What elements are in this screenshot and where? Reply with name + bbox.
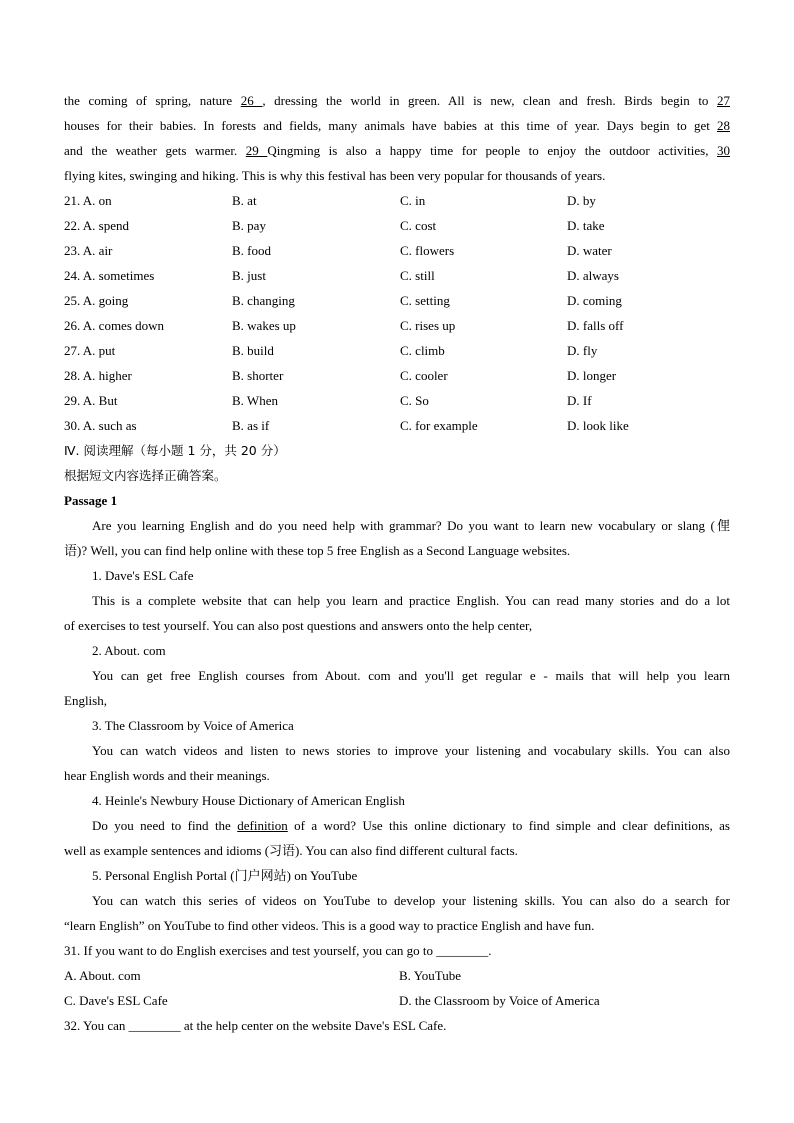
site-3-desc: You can watch videos and listen to news stories to improve your listening and vocabulary skills. You can also — [92, 743, 730, 758]
option-a: 25. A. going — [64, 293, 129, 308]
option-row — [64, 263, 730, 288]
site-4-desc-cont: well as example sentences and idioms (习语). You can also find different cultural facts. — [64, 843, 518, 858]
option-c: C. rises up — [400, 318, 456, 333]
option-row — [64, 288, 730, 313]
option-c: C. for example — [400, 418, 478, 433]
option-a: 22. A. spend — [64, 218, 129, 233]
blank-30: 30 — [717, 143, 731, 158]
cloze-line-3 — [64, 138, 730, 163]
site-1-title: 1. Dave's ESL Cafe — [92, 568, 194, 583]
option-b: B. as if — [232, 418, 270, 433]
question-32: 32. You can ________ at the help center on the website Dave's ESL Cafe. — [64, 1018, 447, 1033]
underlined-word-definition: definition — [237, 818, 288, 833]
option-a: 21. A. on — [64, 193, 112, 208]
passage-intro: Are you learning English and do you need help with grammar? Do you want to learn new vocabulary or slang (俚 — [92, 518, 730, 533]
site-5-desc-cont: “learn English” on YouTube to find other videos. This is a good way to practice English and have fun. — [64, 918, 595, 933]
section-heading: Ⅳ. 阅读理解（每小题 1 分，共 20 分） — [64, 443, 286, 458]
option-a: 27. A. put — [64, 343, 116, 358]
option-c: C. flowers — [400, 243, 455, 258]
option-a: A. About. com — [64, 968, 141, 983]
option-a: 28. A. higher — [64, 368, 132, 383]
option-d: D. If — [567, 393, 592, 408]
site-3-desc-cont: hear English words and their meanings. — [64, 768, 270, 783]
option-c: C. Dave's ESL Cafe — [64, 993, 168, 1008]
option-row — [64, 213, 730, 238]
option-row — [64, 338, 730, 363]
blank-28: 28 — [717, 118, 730, 133]
option-c: C. in — [400, 193, 426, 208]
site-4-desc — [64, 813, 730, 838]
cloze-text: the coming of spring, nature — [64, 93, 241, 108]
option-row — [64, 188, 730, 213]
option-b: B. YouTube — [399, 968, 462, 983]
passage-title: Passage 1 — [64, 493, 118, 508]
option-b: B. just — [232, 268, 266, 283]
document-page — [64, 88, 730, 1038]
option-b: B. food — [232, 243, 271, 258]
option-a: 23. A. air — [64, 243, 113, 258]
section-instruction: 根据短文内容选择正确答案。 — [64, 468, 227, 483]
option-d: D. by — [567, 193, 596, 208]
cloze-line-4: flying kites, swinging and hiking. This is why this festival has been very popular for thousands of years. — [64, 168, 606, 183]
option-a: 30. A. such as — [64, 418, 137, 433]
site-2-title: 2. About. com — [92, 643, 166, 658]
option-row — [64, 313, 730, 338]
site-4-title: 4. Heinle's Newbury House Dictionary of American English — [92, 793, 405, 808]
option-a: 29. A. But — [64, 393, 118, 408]
option-row — [64, 238, 730, 263]
option-d: D. look like — [567, 418, 629, 433]
site-1-desc-cont: of exercises to test yourself. You can also post questions and answers onto the help center, — [64, 618, 533, 633]
option-b: B. build — [232, 343, 274, 358]
site-4-text: Do you need to find the — [92, 818, 238, 833]
options-list — [64, 188, 730, 438]
question-31-options — [64, 963, 730, 988]
option-row — [64, 413, 730, 438]
option-d: D. water — [567, 243, 612, 258]
option-row — [64, 388, 730, 413]
site-5-desc: You can watch this series of videos on YouTube to develop your listening skills. You can also do a search for — [92, 893, 730, 908]
option-d: D. always — [567, 268, 619, 283]
option-b: B. shorter — [232, 368, 284, 383]
cloze-text: and the weather gets warmer. — [64, 143, 246, 158]
blank-26: 26 — [240, 93, 263, 108]
option-d: D. falls off — [567, 318, 624, 333]
blank-29: 29 — [245, 143, 268, 158]
cloze-text: houses for their babies. In forests and fields, many animals have babies at this time of year. Days begin to get — [64, 118, 717, 133]
question-31: 31. If you want to do English exercises and test yourself, you can go to ________. — [64, 943, 492, 958]
option-c: C. cost — [400, 218, 437, 233]
cloze-text: Qingming is also a happy time for people to enjoy the outdoor activities, — [267, 143, 718, 158]
option-b: B. at — [232, 193, 257, 208]
site-3-title: 3. The Classroom by Voice of America — [92, 718, 294, 733]
site-2-desc: You can get free English courses from About. com and you'll get regular e - mails that will help you learn — [92, 668, 730, 683]
option-c: C. So — [400, 393, 429, 408]
option-a: 24. A. sometimes — [64, 268, 155, 283]
cloze-line-1 — [64, 88, 730, 113]
site-5-title: 5. Personal English Portal (门户网站) on YouTube — [92, 868, 358, 883]
blank-27: 27 — [717, 93, 730, 108]
site-4-text: of a word? Use this online dictionary to find simple and clear definitions, as — [287, 818, 730, 833]
cloze-line-2 — [64, 113, 730, 138]
option-b: B. When — [232, 393, 278, 408]
option-row — [64, 363, 730, 388]
option-d: D. the Classroom by Voice of America — [399, 993, 600, 1008]
option-c: C. still — [400, 268, 435, 283]
option-c: C. climb — [400, 343, 445, 358]
passage-intro-cont: 语)? Well, you can find help online with these top 5 free English as a Second Language websites. — [64, 543, 571, 558]
option-d: D. take — [567, 218, 605, 233]
option-b: B. wakes up — [232, 318, 296, 333]
option-a: 26. A. comes down — [64, 318, 165, 333]
option-b: B. changing — [232, 293, 295, 308]
option-d: D. fly — [567, 343, 598, 358]
option-b: B. pay — [232, 218, 266, 233]
site-1-desc: This is a complete website that can help you learn and practice English. You can read many stories and do a lot — [92, 593, 730, 608]
option-c: C. cooler — [400, 368, 448, 383]
option-c: C. setting — [400, 293, 450, 308]
cloze-text: , dressing the world in green. All is new, clean and fresh. Birds begin to — [262, 93, 717, 108]
option-d: D. longer — [567, 368, 617, 383]
option-d: D. coming — [567, 293, 622, 308]
site-2-desc-cont: English, — [64, 693, 107, 708]
question-31-options — [64, 988, 730, 1013]
